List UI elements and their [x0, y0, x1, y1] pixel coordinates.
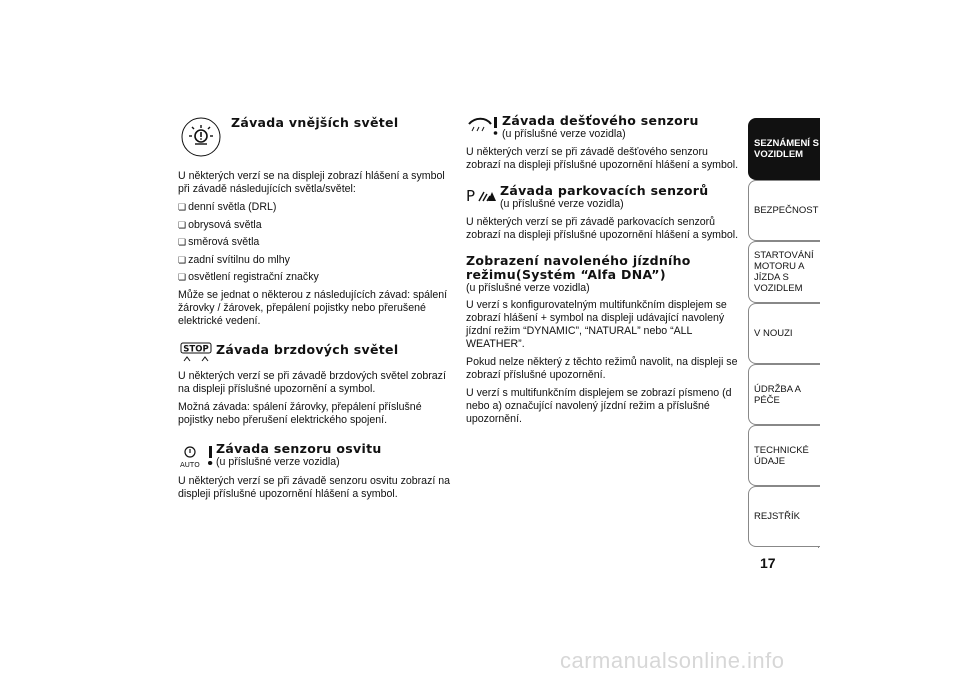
light-sensor-subtitle: (u příslušné verze vozidla): [216, 455, 340, 468]
tab-rejstrik[interactable]: REJSTŘÍK: [748, 486, 820, 547]
dna-p1: U verzí s konfigurovatelným multifunkčním displejem se zobrazí hlášení + symbol na displeji udávající navolený jízdní režim “DYNAMIC”, “NATURAL” nebo “ALL WEATHER”.: [466, 299, 727, 350]
ext-lights-note: Může se jednat o některou z následujících závad: spálení žárovky / žárovek, přepálení pojistky nebo přerušené elektrické vedení.: [178, 288, 448, 327]
light-sensor-p1: U některých verzí se při závadě senzoru osvitu zobrazí na displeji příslušné upozornění hlášení a symbol.: [178, 474, 451, 500]
brake-icon-text: STOP: [183, 344, 209, 354]
auto-icon-text: AUTO: [180, 460, 200, 469]
parking-title: Závada parkovacích senzorů: [500, 183, 709, 198]
brake-section: [178, 342, 453, 364]
dna-title: Zobrazení navoleného jízdního režimu(Systém “Alfa DNA”): [466, 253, 691, 282]
tab-startovani[interactable]: STARTOVÁNÍ MOTORU A JÍZDA S VOZIDLEM: [748, 241, 820, 303]
tab-seznameni[interactable]: SEZNÁMENÍ S VOZIDLEM: [748, 118, 820, 180]
tab-v-nouzi[interactable]: V NOUZI: [748, 303, 820, 364]
svg-text:P: P: [466, 187, 476, 204]
rain-p1: U některých verzí se při závadě dešťového senzoru zobrazí na displeji příslušné upozornění hlášení a symbol.: [466, 146, 739, 171]
brake-title: Závada brzdových světel: [216, 341, 399, 357]
rain-section: [466, 114, 741, 140]
tab-udrzba[interactable]: ÚDRŽBA A PÉČE: [748, 364, 820, 425]
page-number: 17: [760, 555, 776, 571]
parking-section: [466, 184, 741, 210]
parking-p1: U některých verzí se při závadě parkovacích senzorů zobrazí na displeji příslušné upozornění hlášení a symbol.: [466, 216, 739, 241]
list-item: ❏ směrová světla: [178, 236, 453, 249]
list-item: ❏ obrysová světla: [178, 219, 453, 232]
dna-section: [466, 254, 741, 426]
brake-p1: U některých verzí se při závadě brzdových světel zobrazí na displeji příslušné upozornění a symbol.: [178, 369, 446, 395]
list-item: ❏ osvětlení registrační značky: [178, 271, 453, 284]
rain-title: Závada dešťového senzoru: [502, 113, 699, 128]
ext-lights-intro: U některých verzí se na displeji zobrazí hlášení a symbol při závadě následujících světla/světel:: [178, 170, 445, 195]
light-sensor-section: [178, 441, 453, 469]
exterior-light-fault-icon: [180, 116, 222, 162]
ext-lights-list: [178, 201, 453, 284]
dna-p3: U verzí s multifunkčním displejem se zobrazí písmeno (d nebo a) označující navolený jízdní režim a příslušné upozornění.: [466, 387, 732, 425]
rain-sensor-fault-icon: [466, 115, 500, 141]
rain-header: [502, 114, 699, 140]
dna-p2: Pokud nelze některý z těchto režimů navolit, na displeji se zobrazí příslušné upozornění.: [466, 356, 738, 381]
ext-lights-section: [178, 108, 453, 154]
rain-subtitle: (u příslušné verze vozidla): [502, 128, 626, 140]
tab-bezpecnost[interactable]: BEZPEČNOST: [748, 180, 820, 241]
left-column: [178, 108, 453, 506]
brake-light-fault-icon: [180, 342, 212, 368]
list-item: ❏ denní světla (DRL): [178, 201, 453, 214]
dna-subtitle: (u příslušné verze vozidla): [466, 282, 590, 294]
light-sensor-fault-icon: [178, 443, 218, 473]
tab-technicke-udaje[interactable]: TECHNICKÉ ÚDAJE: [748, 425, 820, 486]
light-sensor-header: [216, 442, 382, 468]
watermark: carmanualsonline.info: [560, 648, 785, 673]
ext-lights-title: Závada vnějších světel: [231, 115, 399, 130]
parking-header: [500, 184, 708, 210]
parking-subtitle: (u příslušné verze vozidla): [500, 198, 624, 210]
list-item: ❏ zadní svítilnu do mlhy: [178, 254, 453, 267]
parking-sensor-fault-icon: [466, 186, 496, 208]
brake-p2: Možná závada: spálení žárovky, přepálení příslušné pojistky nebo přerušení elektrického spojení.: [178, 400, 422, 426]
light-sensor-title: Závada senzoru osvitu: [216, 440, 382, 456]
right-column: [466, 114, 741, 431]
